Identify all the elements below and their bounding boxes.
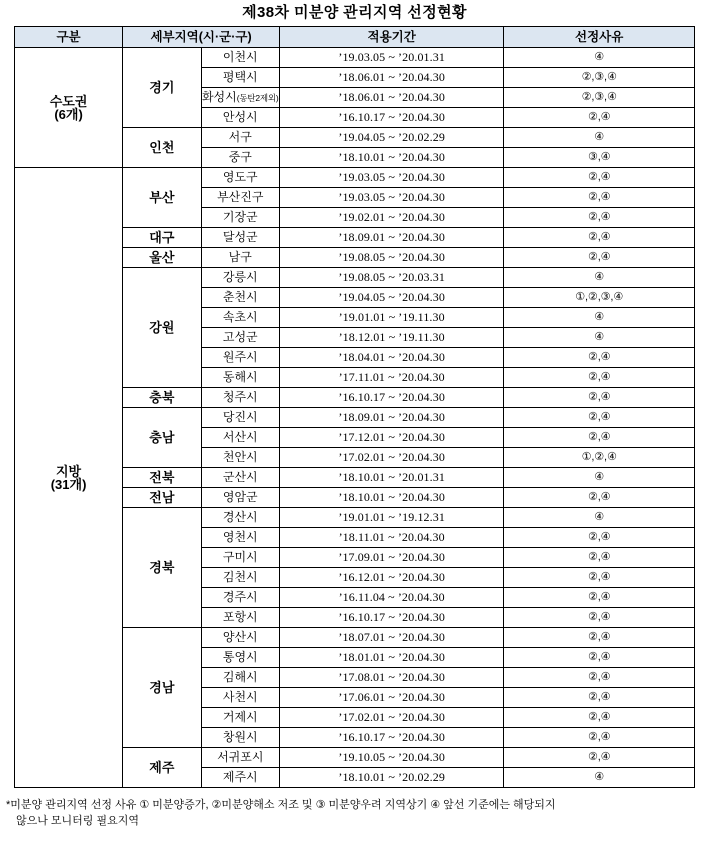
period-cell: ’18.09.01 ~ ’20.04.30 [279, 408, 503, 428]
period-cell: ’16.10.17 ~ ’20.04.30 [279, 608, 503, 628]
city-cell [201, 428, 279, 448]
reason-cell: ②,④ [504, 388, 695, 408]
reason-cell: ②,④ [504, 728, 695, 748]
city-cell [201, 248, 279, 268]
city-cell [201, 448, 279, 468]
city-name: 경주시 [222, 590, 258, 604]
period-cell: ’17.08.01 ~ ’20.04.30 [279, 668, 503, 688]
city-name: 김해시 [222, 670, 258, 684]
city-name: 천안시 [222, 450, 258, 464]
city-cell [201, 88, 279, 108]
city-name: 양산시 [222, 630, 258, 644]
city-cell [201, 708, 279, 728]
city-name: 창원시 [222, 730, 258, 744]
period-cell: ’19.01.01 ~ ’19.11.30 [279, 308, 503, 328]
reason-cell: ②,④ [504, 608, 695, 628]
reason-cell: ②,④ [504, 688, 695, 708]
table-row [15, 168, 695, 188]
column-header-reason: 선정사유 [504, 27, 695, 48]
period-cell: ’17.09.01 ~ ’20.04.30 [279, 548, 503, 568]
city-cell [201, 568, 279, 588]
period-cell: ’19.03.05 ~ ’20.04.30 [279, 168, 503, 188]
city-cell [201, 208, 279, 228]
period-cell: ’16.10.17 ~ ’20.04.30 [279, 728, 503, 748]
city-name: 서구 [228, 130, 252, 144]
city-cell [201, 608, 279, 628]
reason-cell: ②,③,④ [504, 68, 695, 88]
period-cell: ’18.11.01 ~ ’20.04.30 [279, 528, 503, 548]
period-cell: ’17.11.01 ~ ’20.04.30 [279, 368, 503, 388]
city-name: 청주시 [222, 390, 258, 404]
city-name: 기장군 [222, 210, 258, 224]
city-name: 서산시 [222, 430, 258, 444]
period-cell: ’19.08.05 ~ ’20.04.30 [279, 248, 503, 268]
period-cell: ’19.04.05 ~ ’20.04.30 [279, 288, 503, 308]
period-cell: ’18.10.01 ~ ’20.04.30 [279, 148, 503, 168]
reason-cell: ④ [504, 508, 695, 528]
city-cell [201, 168, 279, 188]
reason-cell: ②,④ [504, 528, 695, 548]
period-cell: ’18.07.01 ~ ’20.04.30 [279, 628, 503, 648]
period-cell: ’16.11.04 ~ ’20.04.30 [279, 588, 503, 608]
city-cell [201, 188, 279, 208]
city-cell [201, 468, 279, 488]
reason-cell: ②,④ [504, 168, 695, 188]
footnote [6, 797, 703, 829]
region-group-count: (6개) [54, 106, 83, 122]
reason-cell: ②,④ [504, 408, 695, 428]
period-cell: ’18.01.01 ~ ’20.04.30 [279, 648, 503, 668]
reason-cell: ②,④ [504, 588, 695, 608]
city-cell [201, 548, 279, 568]
reason-cell: ④ [504, 48, 695, 68]
column-header-period: 적용기간 [279, 27, 503, 48]
period-cell: ’17.06.01 ~ ’20.04.30 [279, 688, 503, 708]
city-name: 화성시 [201, 89, 237, 104]
reason-cell: ②,③,④ [504, 88, 695, 108]
city-cell [201, 108, 279, 128]
reason-cell: ②,④ [504, 648, 695, 668]
period-cell: ’19.03.05 ~ ’20.01.31 [279, 48, 503, 68]
period-cell: ’19.01.01 ~ ’19.12.31 [279, 508, 503, 528]
region-group-cell-1 [15, 48, 123, 168]
city-cell [201, 528, 279, 548]
city-cell [201, 728, 279, 748]
city-name: 강릉시 [222, 270, 258, 284]
city-cell [201, 648, 279, 668]
city-cell [201, 748, 279, 768]
city-name: 거제시 [222, 710, 258, 724]
reason-cell: ②,④ [504, 628, 695, 648]
city-name: 속초시 [222, 310, 258, 324]
period-cell: ’18.06.01 ~ ’20.04.30 [279, 68, 503, 88]
reason-cell: ①,②,④ [504, 448, 695, 468]
city-name: 구미시 [222, 550, 258, 564]
period-cell: ’19.02.01 ~ ’20.04.30 [279, 208, 503, 228]
city-name: 고성군 [222, 330, 258, 344]
city-cell [201, 348, 279, 368]
period-cell: ’19.08.05 ~ ’20.03.31 [279, 268, 503, 288]
table-header [15, 27, 695, 48]
table-row [15, 48, 695, 68]
city-name: 달성군 [222, 230, 258, 244]
city-name: 영암군 [222, 490, 258, 504]
city-name: 제주시 [222, 770, 258, 784]
city-name: 중구 [228, 150, 252, 164]
province-cell: 제주 [123, 748, 201, 788]
province-cell: 경기 [123, 48, 201, 128]
reason-cell: ①,②,③,④ [504, 288, 695, 308]
city-name-note: (동탄2제외) [236, 92, 279, 103]
period-cell: ’18.10.01 ~ ’20.01.31 [279, 468, 503, 488]
footnote-line-2: 않으나 모니터링 필요지역 [16, 815, 139, 827]
city-cell [201, 368, 279, 388]
province-cell: 충남 [123, 408, 201, 468]
reason-cell: ④ [504, 268, 695, 288]
city-name: 사천시 [222, 690, 258, 704]
city-cell [201, 148, 279, 168]
city-name: 춘천시 [222, 290, 258, 304]
reason-cell: ②,④ [504, 108, 695, 128]
city-cell [201, 688, 279, 708]
city-name: 평택시 [222, 70, 258, 84]
city-cell [201, 128, 279, 148]
region-group-name: 수도권 [49, 93, 88, 109]
city-name: 원주시 [222, 350, 258, 364]
city-name: 동해시 [222, 370, 258, 384]
city-name: 남구 [228, 250, 252, 264]
period-cell: ’16.10.17 ~ ’20.04.30 [279, 388, 503, 408]
city-name: 영도구 [222, 170, 258, 184]
period-cell: ’18.12.01 ~ ’19.11.30 [279, 328, 503, 348]
city-cell [201, 48, 279, 68]
period-cell: ’17.02.01 ~ ’20.04.30 [279, 708, 503, 728]
period-cell: ’18.09.01 ~ ’20.04.30 [279, 228, 503, 248]
province-cell: 강원 [123, 268, 201, 388]
reason-cell: ②,④ [504, 228, 695, 248]
city-cell [201, 488, 279, 508]
period-cell: ’18.04.01 ~ ’20.04.30 [279, 348, 503, 368]
unsold-housing-management-areas-table [14, 26, 695, 788]
region-group-name: 지방 [56, 463, 82, 479]
period-cell: ’19.03.05 ~ ’20.04.30 [279, 188, 503, 208]
period-cell: ’17.02.01 ~ ’20.04.30 [279, 448, 503, 468]
province-cell: 부산 [123, 168, 201, 228]
page-title: 제38차 미분양 관리지역 선정현황 [242, 4, 467, 21]
reason-cell: ②,④ [504, 548, 695, 568]
province-cell: 인천 [123, 128, 201, 168]
footnote-line-1: *미분양 관리지역 선정 사유 ① 미분양증가, ②미분양해소 저조 및 ③ 미분양우려 지역상기 ④ 앞선 기준에는 해당되지 [6, 799, 556, 811]
city-name: 서귀포시 [217, 750, 264, 764]
period-cell: ’18.10.01 ~ ’20.02.29 [279, 768, 503, 788]
period-cell: ’18.10.01 ~ ’20.04.30 [279, 488, 503, 508]
reason-cell: ②,④ [504, 348, 695, 368]
city-name: 김천시 [222, 570, 258, 584]
province-cell: 경북 [123, 508, 201, 628]
period-cell: ’16.12.01 ~ ’20.04.30 [279, 568, 503, 588]
period-cell: ’17.12.01 ~ ’20.04.30 [279, 428, 503, 448]
period-cell: ’19.10.05 ~ ’20.04.30 [279, 748, 503, 768]
city-name: 경산시 [222, 510, 258, 524]
city-name: 당진시 [222, 410, 258, 424]
city-cell [201, 228, 279, 248]
city-cell [201, 68, 279, 88]
city-cell [201, 588, 279, 608]
city-cell [201, 268, 279, 288]
table-header-row [15, 27, 695, 48]
city-cell [201, 308, 279, 328]
reason-cell: ②,④ [504, 188, 695, 208]
table-container [14, 26, 695, 788]
reason-cell: ②,④ [504, 668, 695, 688]
period-cell: ’16.10.17 ~ ’20.04.30 [279, 108, 503, 128]
reason-cell: ④ [504, 128, 695, 148]
city-cell [201, 388, 279, 408]
province-cell: 경남 [123, 628, 201, 748]
province-cell: 울산 [123, 248, 201, 268]
reason-cell: ④ [504, 308, 695, 328]
city-cell [201, 668, 279, 688]
city-name: 통영시 [222, 650, 258, 664]
reason-cell: ②,④ [504, 428, 695, 448]
reason-cell: ④ [504, 468, 695, 488]
reason-cell: ④ [504, 768, 695, 788]
province-cell: 전북 [123, 468, 201, 488]
period-cell: ’19.04.05 ~ ’20.02.29 [279, 128, 503, 148]
city-name: 군산시 [222, 470, 258, 484]
city-name: 영천시 [222, 530, 258, 544]
city-cell [201, 328, 279, 348]
city-cell [201, 408, 279, 428]
city-name: 포항시 [222, 610, 258, 624]
province-cell: 전남 [123, 488, 201, 508]
city-name: 안성시 [222, 110, 258, 124]
reason-cell: ③,④ [504, 148, 695, 168]
reason-cell: ②,④ [504, 248, 695, 268]
column-header-gubun: 구분 [15, 27, 123, 48]
region-group-count: (31개) [50, 476, 87, 492]
reason-cell: ②,④ [504, 708, 695, 728]
city-cell [201, 628, 279, 648]
city-cell [201, 768, 279, 788]
city-name: 이천시 [222, 50, 258, 64]
reason-cell: ②,④ [504, 488, 695, 508]
province-cell: 대구 [123, 228, 201, 248]
reason-cell: ②,④ [504, 568, 695, 588]
city-cell [201, 288, 279, 308]
reason-cell: ④ [504, 328, 695, 348]
reason-cell: ②,④ [504, 208, 695, 228]
city-name: 부산진구 [217, 190, 264, 204]
city-cell [201, 508, 279, 528]
region-group-cell-2 [15, 168, 123, 788]
table-body [15, 48, 695, 788]
period-cell: ’18.06.01 ~ ’20.04.30 [279, 88, 503, 108]
reason-cell: ②,④ [504, 748, 695, 768]
column-header-detail-region-province: 세부지역(시·군·구) [123, 27, 280, 48]
province-cell: 충북 [123, 388, 201, 408]
reason-cell: ②,④ [504, 368, 695, 388]
